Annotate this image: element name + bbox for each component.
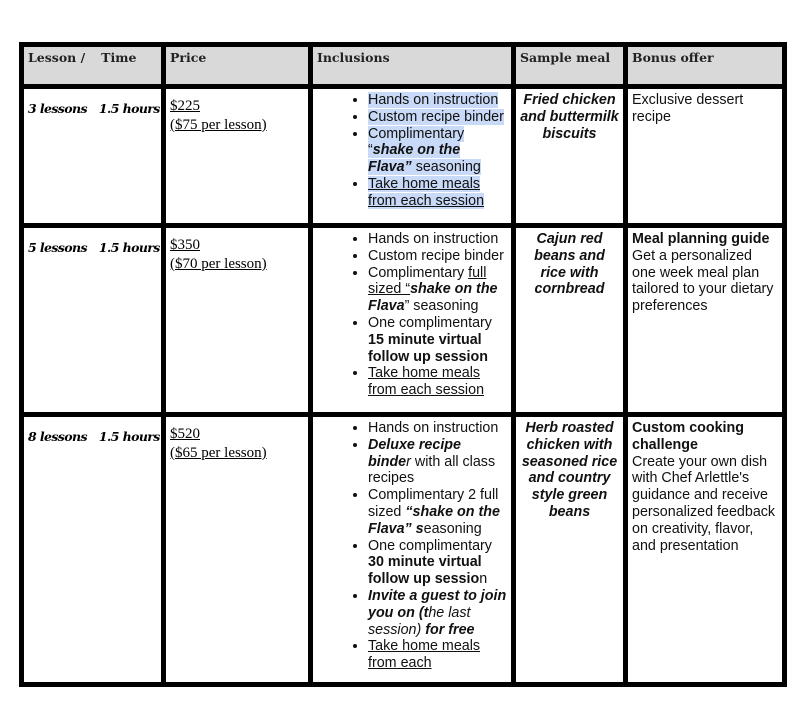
inclusion-text: easoning (423, 520, 482, 537)
sample-meal-cell: Cajun red beans and rice with cornbread (514, 226, 626, 415)
inclusion-text: Complimentary (368, 264, 469, 281)
list-item (368, 265, 507, 315)
lesson-time-cell (22, 415, 164, 685)
inclusions-cell (311, 87, 514, 226)
list-item (368, 638, 507, 672)
list-item (368, 588, 507, 638)
price-link[interactable]: $225 (170, 98, 200, 114)
header-inclusions: Inclusions (311, 45, 514, 87)
inclusion-text: One complimentary (368, 537, 492, 554)
inclusion-text: Custom recipe binder (368, 108, 504, 125)
lesson-count: 5 lessons (28, 240, 87, 255)
inclusion-text: Complimentary 2 full sized (368, 487, 499, 520)
deluxe-binder-text: Deluxe recipe binde (368, 436, 461, 470)
list-item (368, 176, 507, 210)
header-sample-meal: Sample meal (514, 45, 626, 87)
list-item (368, 420, 507, 437)
inclusion-text: Hands on instruction (368, 420, 499, 436)
list-item (368, 487, 507, 537)
inclusion-text: r (406, 453, 411, 470)
list-item (368, 538, 507, 588)
lesson-count: 8 lessons (28, 429, 87, 444)
inclusion-text: seasoning (411, 159, 481, 176)
for-free-text: for free (421, 621, 475, 638)
per-lesson-link[interactable]: ($75 per lesson) (170, 117, 267, 133)
price-link[interactable]: $350 (170, 237, 200, 253)
header-lesson: Lesson / (28, 50, 86, 65)
shake-text: shake on the Flava” (368, 142, 461, 176)
bonus-text: Create your own dish with Chef Arlettle's guidance and receive personalized feedback on creativity, flavor, and presentation (632, 453, 776, 554)
price-cell (164, 87, 311, 226)
bonus-title: Meal planning guide (632, 231, 770, 247)
inclusion-text: with all class recipes (368, 453, 496, 487)
invite-guest-text: Invite a guest to join you on (t (368, 587, 507, 621)
list-item (368, 248, 507, 265)
lesson-time-cell (22, 226, 164, 415)
table-row (22, 87, 785, 226)
lesson-time-cell (22, 87, 164, 226)
bonus-title: Custom cooking challenge (632, 420, 744, 453)
sample-meal-cell: Herb roasted chicken with seasoned rice and country style green beans (514, 415, 626, 685)
table-row (22, 226, 785, 415)
inclusions-cell (311, 415, 514, 685)
list-item (368, 109, 507, 126)
virtual-session-text: 15 minute virtual follow up session (368, 331, 488, 365)
price-cell (164, 415, 311, 685)
table-row (22, 415, 785, 685)
take-home-link[interactable]: Take home meals from each (368, 638, 481, 672)
header-price: Price (164, 45, 311, 87)
price-link[interactable]: $520 (170, 426, 200, 442)
full-sized-link[interactable]: full sized “ (368, 264, 487, 298)
inclusion-text: n (479, 571, 488, 588)
list-item (368, 92, 507, 109)
inclusion-text: Custom recipe binder (368, 247, 504, 264)
lesson-duration: 1.5 hours (98, 240, 160, 255)
header-time: Time (101, 50, 137, 65)
header-row (22, 45, 785, 87)
inclusion-text: he last session) (368, 604, 471, 638)
list-item (368, 437, 507, 487)
inclusions-list (317, 420, 507, 672)
pricing-table (19, 42, 787, 687)
take-home-link[interactable]: Take home meals from each session (368, 365, 485, 399)
list-item (368, 126, 507, 176)
inclusions-list (317, 92, 507, 210)
lesson-duration: 1.5 hours (98, 101, 160, 116)
lesson-count: 3 lessons (28, 101, 87, 116)
inclusions-cell (311, 226, 514, 415)
bonus-text: Get a personalized one week meal plan tailored to your dietary preferences (632, 247, 774, 315)
header-lesson-time (22, 45, 164, 87)
bonus-offer-cell (626, 226, 785, 415)
bonus-offer-cell (626, 415, 785, 685)
per-lesson-link[interactable]: ($65 per lesson) (170, 445, 267, 461)
list-item (368, 365, 507, 399)
inclusion-text: “ (368, 142, 373, 159)
inclusion-text: Hands on instruction (368, 92, 499, 108)
inclusion-text: Hands on instruction (368, 231, 499, 247)
shake-text: “shake on the Flava” s (368, 503, 500, 537)
list-item (368, 231, 507, 248)
inclusion-text: Complimentary (368, 125, 465, 142)
inclusions-list (317, 231, 507, 399)
per-lesson-link[interactable]: ($70 per lesson) (170, 256, 267, 272)
list-item (368, 315, 507, 365)
sample-meal-cell: Fried chicken and buttermilk biscuits (514, 87, 626, 226)
virtual-session-text: 30 minute virtual follow up sessio (368, 554, 482, 588)
inclusion-text: One complimentary (368, 314, 492, 331)
bonus-offer-cell (626, 87, 785, 226)
header-bonus-offer: Bonus offer (626, 45, 785, 87)
take-home-link[interactable]: Take home meals from each session (368, 175, 485, 209)
lesson-duration: 1.5 hours (98, 429, 160, 444)
inclusion-text: ” seasoning (404, 298, 479, 315)
bonus-text: Exclusive dessert recipe (632, 92, 744, 125)
price-cell (164, 226, 311, 415)
shake-text: shake on the Flava (368, 281, 498, 315)
